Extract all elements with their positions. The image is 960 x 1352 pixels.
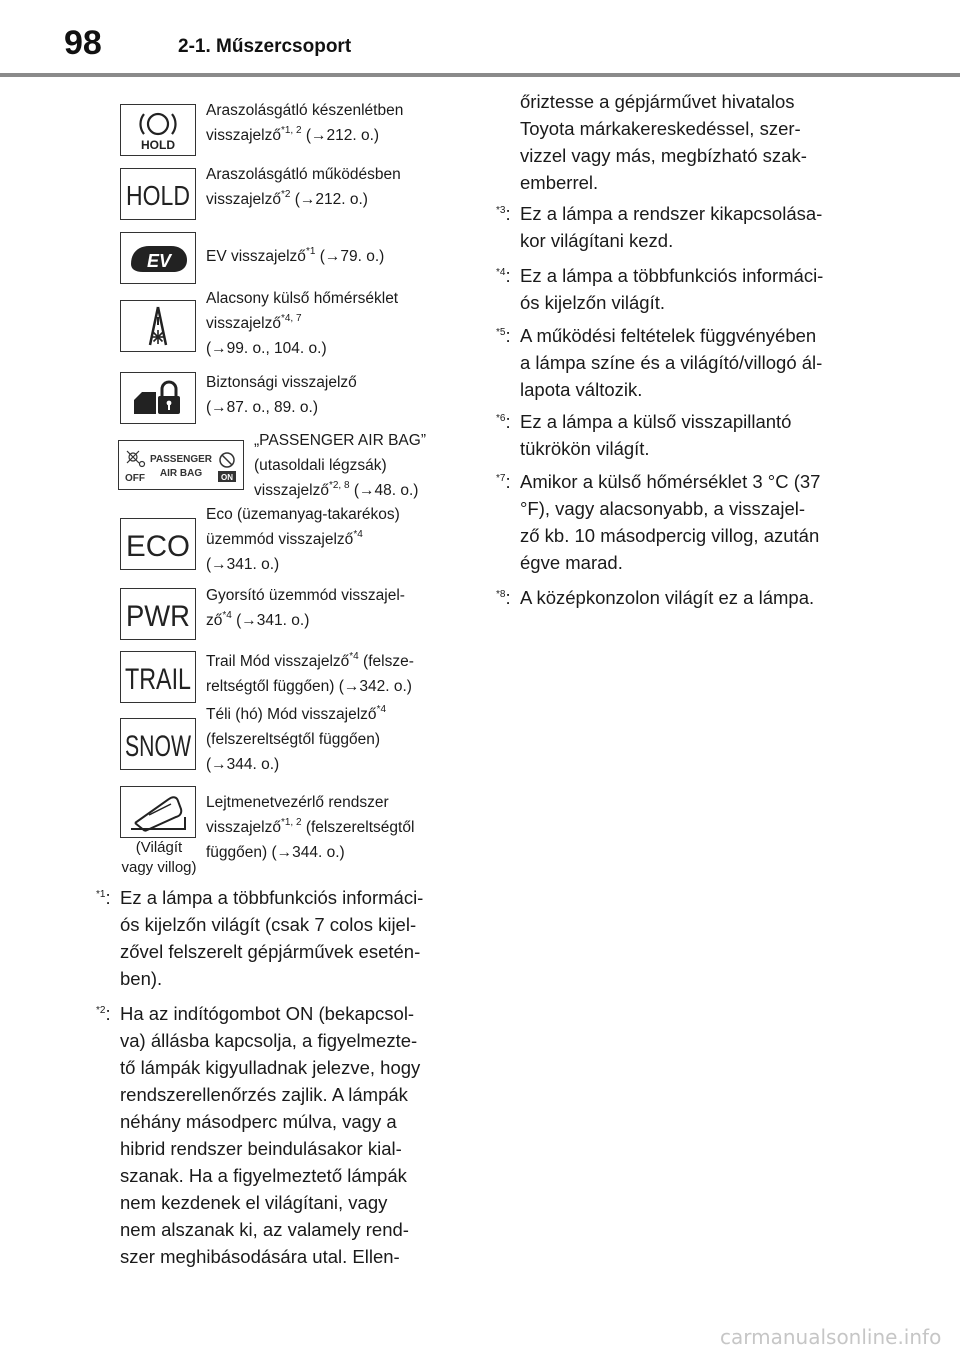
trail-icon (120, 651, 196, 703)
svg-text:SNOW: SNOW (125, 730, 192, 763)
hold-standby-icon (120, 104, 196, 156)
indicator-description: Gyorsító üzemmód visszajel- $ző^{*4}$ (→341. o.) (206, 587, 405, 629)
downhill-assist-icon (120, 786, 196, 838)
page-header (0, 0, 960, 80)
footnote-2-continuation: őriztesse a gépjárművet hivatalos Toyota márkakereskedéssel, szer- vizzel vagy más, megbízható szak- emberrel. (520, 91, 807, 193)
indicator-description: Biztonsági visszajelző (→87. o., 89. o.) (206, 374, 357, 416)
page-number: 98 (64, 24, 102, 62)
footnote-mark: *4 (496, 267, 506, 278)
svg-text:ON: ON (221, 473, 233, 482)
svg-text:EV: EV (146, 251, 172, 271)
indicator-description: Araszolásgátló működésben visszajelző$^{*2}$ (→212. o.) (206, 166, 401, 208)
svg-text:OFF: OFF (125, 473, 145, 484)
footnote-mark: *2 (96, 1005, 106, 1016)
svg-text:PWR: PWR (126, 600, 190, 633)
hold-icon-label: HOLD (141, 138, 175, 152)
indicator-description: Lejtmenetvezérlő rendszer visszajelző$^{*1, 2}$ (felszereltségtől függően) (→344. o.) (206, 794, 415, 861)
footnote-text: A működési feltételek függvényében a lámpa színe és a világító/villogó ál- lapota változik. (520, 325, 823, 400)
hold-active-icon (120, 168, 196, 220)
footnote-mark: *1 (96, 889, 106, 900)
snow-icon (120, 718, 196, 770)
footnote-text: Ez a lámpa a többfunkciós informáci- ós kijelzőn világít (csak 7 colos kijel- zővel felszerelt gépjárművek esetén- ben). (120, 887, 424, 989)
indicator-description: EV visszajelző$^{*1}$ (→79. o.) (206, 246, 385, 265)
low-temp-icon (120, 300, 196, 352)
footnote-mark: *6 (496, 413, 506, 424)
watermark[interactable]: carmanualsonline.info (720, 1325, 942, 1349)
svg-text:ECO: ECO (126, 530, 190, 563)
security-icon (120, 372, 196, 424)
indicator-description: Trail Mód visszajelző$^{*4}$ (felsze- reltségtől függően) (→342. o.) (206, 651, 414, 695)
footnote-text: Ez a lámpa a rendszer kikapcsolása- kor világítani kezd. (520, 203, 823, 251)
footnote-text: Ez a lámpa a többfunkciós informáci- ós kijelzőn világít. (520, 265, 824, 313)
indicator-description: Téli (hó) Mód visszajelző$^{*4}$ (felszereltségtől függően) (→344. o.) (206, 704, 387, 773)
eco-icon (120, 518, 196, 570)
ev-icon (120, 232, 196, 284)
indicator-description: Eco (üzemanyag-takarékos) üzemmód visszajelző$^{*4}$ (→341. o.) (206, 506, 400, 573)
footnote-mark: *3 (496, 205, 506, 216)
footnote-text: A középkonzolon világít ez a lámpa. (520, 587, 815, 608)
footnote-mark: *5 (496, 327, 506, 338)
footnote-mark: *8 (496, 589, 506, 600)
indicator-description: Alacsony külső hőmérséklet visszajelző$^{*4, 7}$ (→99. o., 104. o.) (206, 290, 399, 357)
svg-text:PASSENGER: PASSENGER (149, 454, 213, 465)
pwr-icon (120, 588, 196, 640)
indicator-caption: (Világít vagy villog) (121, 839, 197, 876)
footnote-mark: *7 (496, 473, 506, 484)
svg-text:TRAIL: TRAIL (125, 663, 191, 696)
svg-text:HOLD: HOLD (126, 180, 190, 211)
footnote-text: Ez a lámpa a külső visszapillantó tükrökön világít. (520, 411, 792, 459)
passenger-airbag-icon (118, 440, 244, 490)
footnote-text: Ha az indítógombot ON (bekapcsol- va) állásba kapcsolja, a figyelmezte- tő lámpák kigyulladnak jelezve, hogy rendszerellenőrzés zajlik. A lámpák néhány másodperc múlva, vagy a hibrid rendszer beindulásakor kial- szanak. Ha a figyelmeztető lámpák nem kezdenek el világítani, vagy nem alszanak ki, az valamely rend- szer meghibásodására utal. Ellen- (120, 1003, 421, 1267)
footnote-text: Amikor a külső hőmérséklet 3 °C (37 °F), vagy alacsonyabb, a visszajel- ző kb. 10 másodpercig villog, azután égve marad. (520, 471, 821, 573)
header-divider (0, 73, 960, 77)
indicator-description: „PASSENGER AIR BAG” (utasoldali légzsák) visszajelző$^{*2, 8}$ (→48. o.) (254, 432, 426, 499)
section-title: 2-1. Műszercsoport (178, 36, 352, 57)
svg-text:AIR BAG: AIR BAG (159, 468, 203, 479)
indicator-description: Araszolásgátló készenlétben visszajelző$^{*1, 2}$ (→212. o.) (206, 102, 404, 144)
